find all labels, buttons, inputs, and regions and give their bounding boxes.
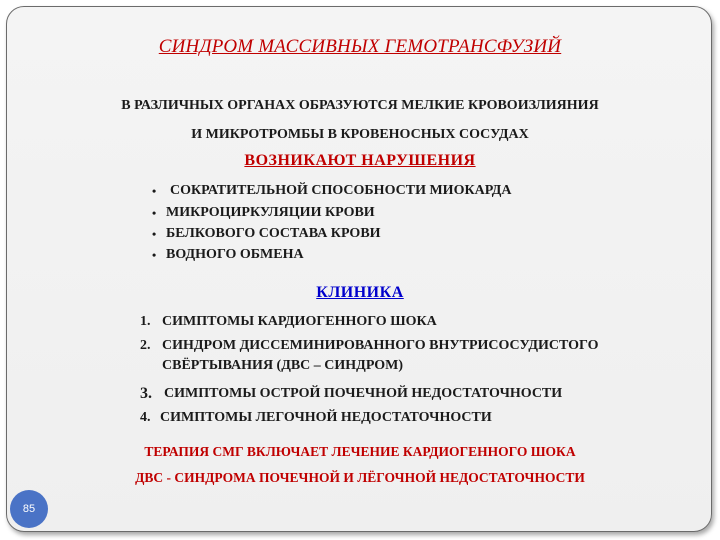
disorders-heading: ВОЗНИКАЮТ НАРУШЕНИЯ [244,152,476,169]
bullet-icon: • [152,184,157,198]
bullet-icon: • [152,248,157,262]
slide-title: СИНДРОМ МАССИВНЫХ ГЕМОТРАНСФУЗИЙ [158,36,562,57]
clinic-item-number: 3. [140,385,152,402]
disorder-item: ВОДНОГО ОБМЕНА [166,247,304,262]
clinic-item-text: СИМПТОМЫ ЛЕГОЧНОЙ НЕДОСТАТОЧНОСТИ [160,410,492,425]
clinic-item-text-continued: СВЁРТЫВАНИЯ (ДВС – СИНДРОМ) [162,358,404,373]
clinic-item-number: 4. [140,410,151,425]
disorder-item: МИКРОЦИРКУЛЯЦИИ КРОВИ [166,205,375,220]
disorder-item: БЕЛКОВОГО СОСТАВА КРОВИ [166,226,381,241]
intro-line-1: В РАЗЛИЧНЫХ ОРГАНАХ ОБРАЗУЮТСЯ МЕЛКИЕ КРОВОИЗЛИЯНИЯ [121,98,599,113]
page-number-badge: 85 [10,490,48,528]
therapy-line-2: ДВС - СИНДРОМА ПОЧЕЧНОЙ И ЛЁГОЧНОЙ НЕДОСТАТОЧНОСТИ [135,470,585,485]
clinic-item-text: СИМПТОМЫ КАРДИОГЕННОГО ШОКА [162,314,437,329]
clinic-item-number: 1. [140,314,151,329]
therapy-line-1: ТЕРАПИЯ СМГ ВКЛЮЧАЕТ ЛЕЧЕНИЕ КАРДИОГЕННОГО ШОКА [144,444,576,459]
disorder-item: СОКРАТИТЕЛЬНОЙ СПОСОБНОСТИ МИОКАРДА [170,183,512,198]
bullet-icon: • [152,227,157,241]
clinic-heading: КЛИНИКА [316,284,404,301]
clinic-item-text: СИНДРОМ ДИССЕМИНИРОВАННОГО ВНУТРИСОСУДИСТОГО [162,338,599,353]
bullet-icon: • [152,206,157,220]
clinic-item-text: СИМПТОМЫ ОСТРОЙ ПОЧЕЧНОЙ НЕДОСТАТОЧНОСТИ [164,386,563,401]
clinic-item-number: 2. [140,338,151,353]
intro-line-2: И МИКРОТРОМБЫ В КРОВЕНОСНЫХ СОСУДАХ [191,127,529,142]
